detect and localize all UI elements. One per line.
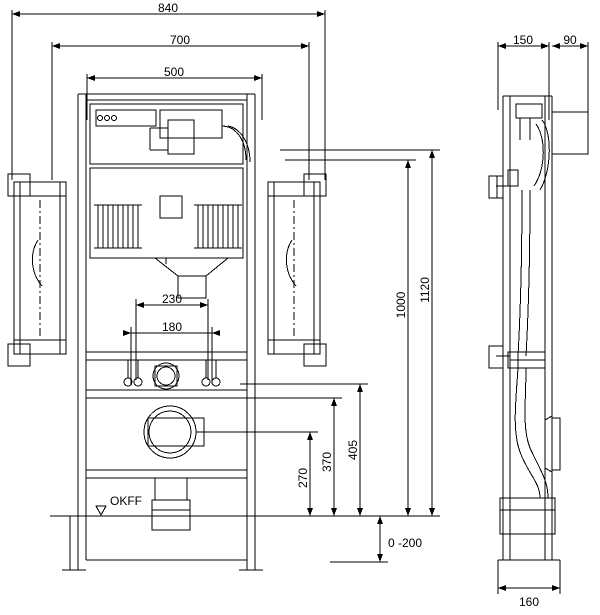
dim-270: 270 (296, 467, 310, 489)
dim-90: 90 (563, 33, 577, 47)
dim-230: 230 (161, 292, 183, 306)
dim-370: 370 (320, 451, 334, 473)
dim-840: 840 (157, 1, 179, 15)
dim-0-200: 0 -200 (388, 536, 423, 550)
dim-1120: 1120 (418, 277, 432, 303)
dim-405: 405 (346, 439, 360, 461)
label-okff: OKFF (110, 494, 142, 508)
dim-150: 150 (512, 33, 534, 47)
dim-700: 700 (169, 33, 191, 47)
dim-180: 180 (161, 320, 183, 334)
dim-500: 500 (163, 65, 185, 79)
dim-1000: 1000 (394, 291, 408, 319)
dim-160: 160 (518, 595, 540, 609)
